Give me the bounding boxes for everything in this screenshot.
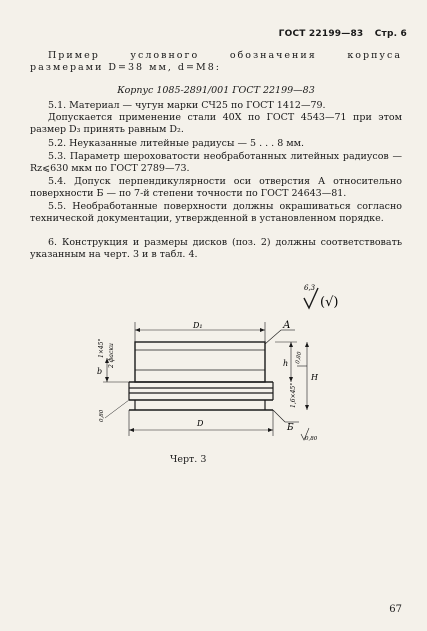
designation: Корпус 1085-2891/001 ГОСТ 22199—83 (117, 85, 315, 96)
roughness-value: 6,3 (304, 284, 316, 292)
page-number: 67 (389, 604, 402, 615)
label-b: b (97, 367, 103, 376)
tol-bottom: 0,80 (305, 436, 318, 442)
label-D: D (197, 419, 204, 428)
para-6: 6. Конструкция и размеры дисков (поз. 2) должны соответствовать указанным на черт. 3 и в табл. 4. (30, 237, 402, 261)
header-standard: ГОСТ 22199—83 (278, 29, 364, 39)
para-5-4: 5.4. Допуск перпендикулярности оси отверстия А относительно поверхности Б — по 7-й степени точности по ГОСТ 24643—81. (30, 176, 402, 200)
chamfer-left-count: 2 фаски (108, 343, 115, 368)
figure-caption: Черт. 3 (170, 454, 207, 465)
page-header (279, 29, 407, 39)
para-5-1b: Допускается применение стали 40Х по ГОСТ 4543—71 при этом размер D₃ принять равным D₂. (30, 112, 402, 136)
header-page: Стр. 6 (374, 29, 407, 39)
label-B: Б (287, 423, 294, 433)
tol-left: 0,80 (99, 409, 105, 422)
para-5-2: 5.2. Неуказанные литейные радиусы — 5 . . . 8 мм. (48, 138, 305, 149)
label-h: h (283, 359, 289, 368)
tol-top: 0,80 (295, 351, 304, 365)
para-5-1: 5.1. Материал — чугун марки СЧ25 по ГОСТ 1412—79. (48, 100, 326, 111)
example-intro: Пример условного обозначения корпуса размерами D=38 мм, d=M8: (30, 50, 402, 74)
roughness-paren: (√) (320, 295, 339, 310)
chamfer-right: 1,6×45° (290, 382, 297, 408)
chamfer-left: 1×45° (98, 338, 105, 358)
roughness-symbol (300, 282, 380, 312)
technical-drawing (85, 318, 345, 448)
para-5-5: 5.5. Необработанные поверхности должны окрашиваться согласно технической документации, утвержденной в установленном порядке. (30, 201, 402, 225)
label-A: А (283, 320, 291, 331)
para-5-3: 5.3. Параметр шероховатости необработанных литейных радиусов — Rz⩽630 мкм по ГОСТ 2789—73. (30, 151, 402, 175)
label-H: H (311, 373, 318, 382)
label-D1: D₁ (193, 321, 203, 330)
